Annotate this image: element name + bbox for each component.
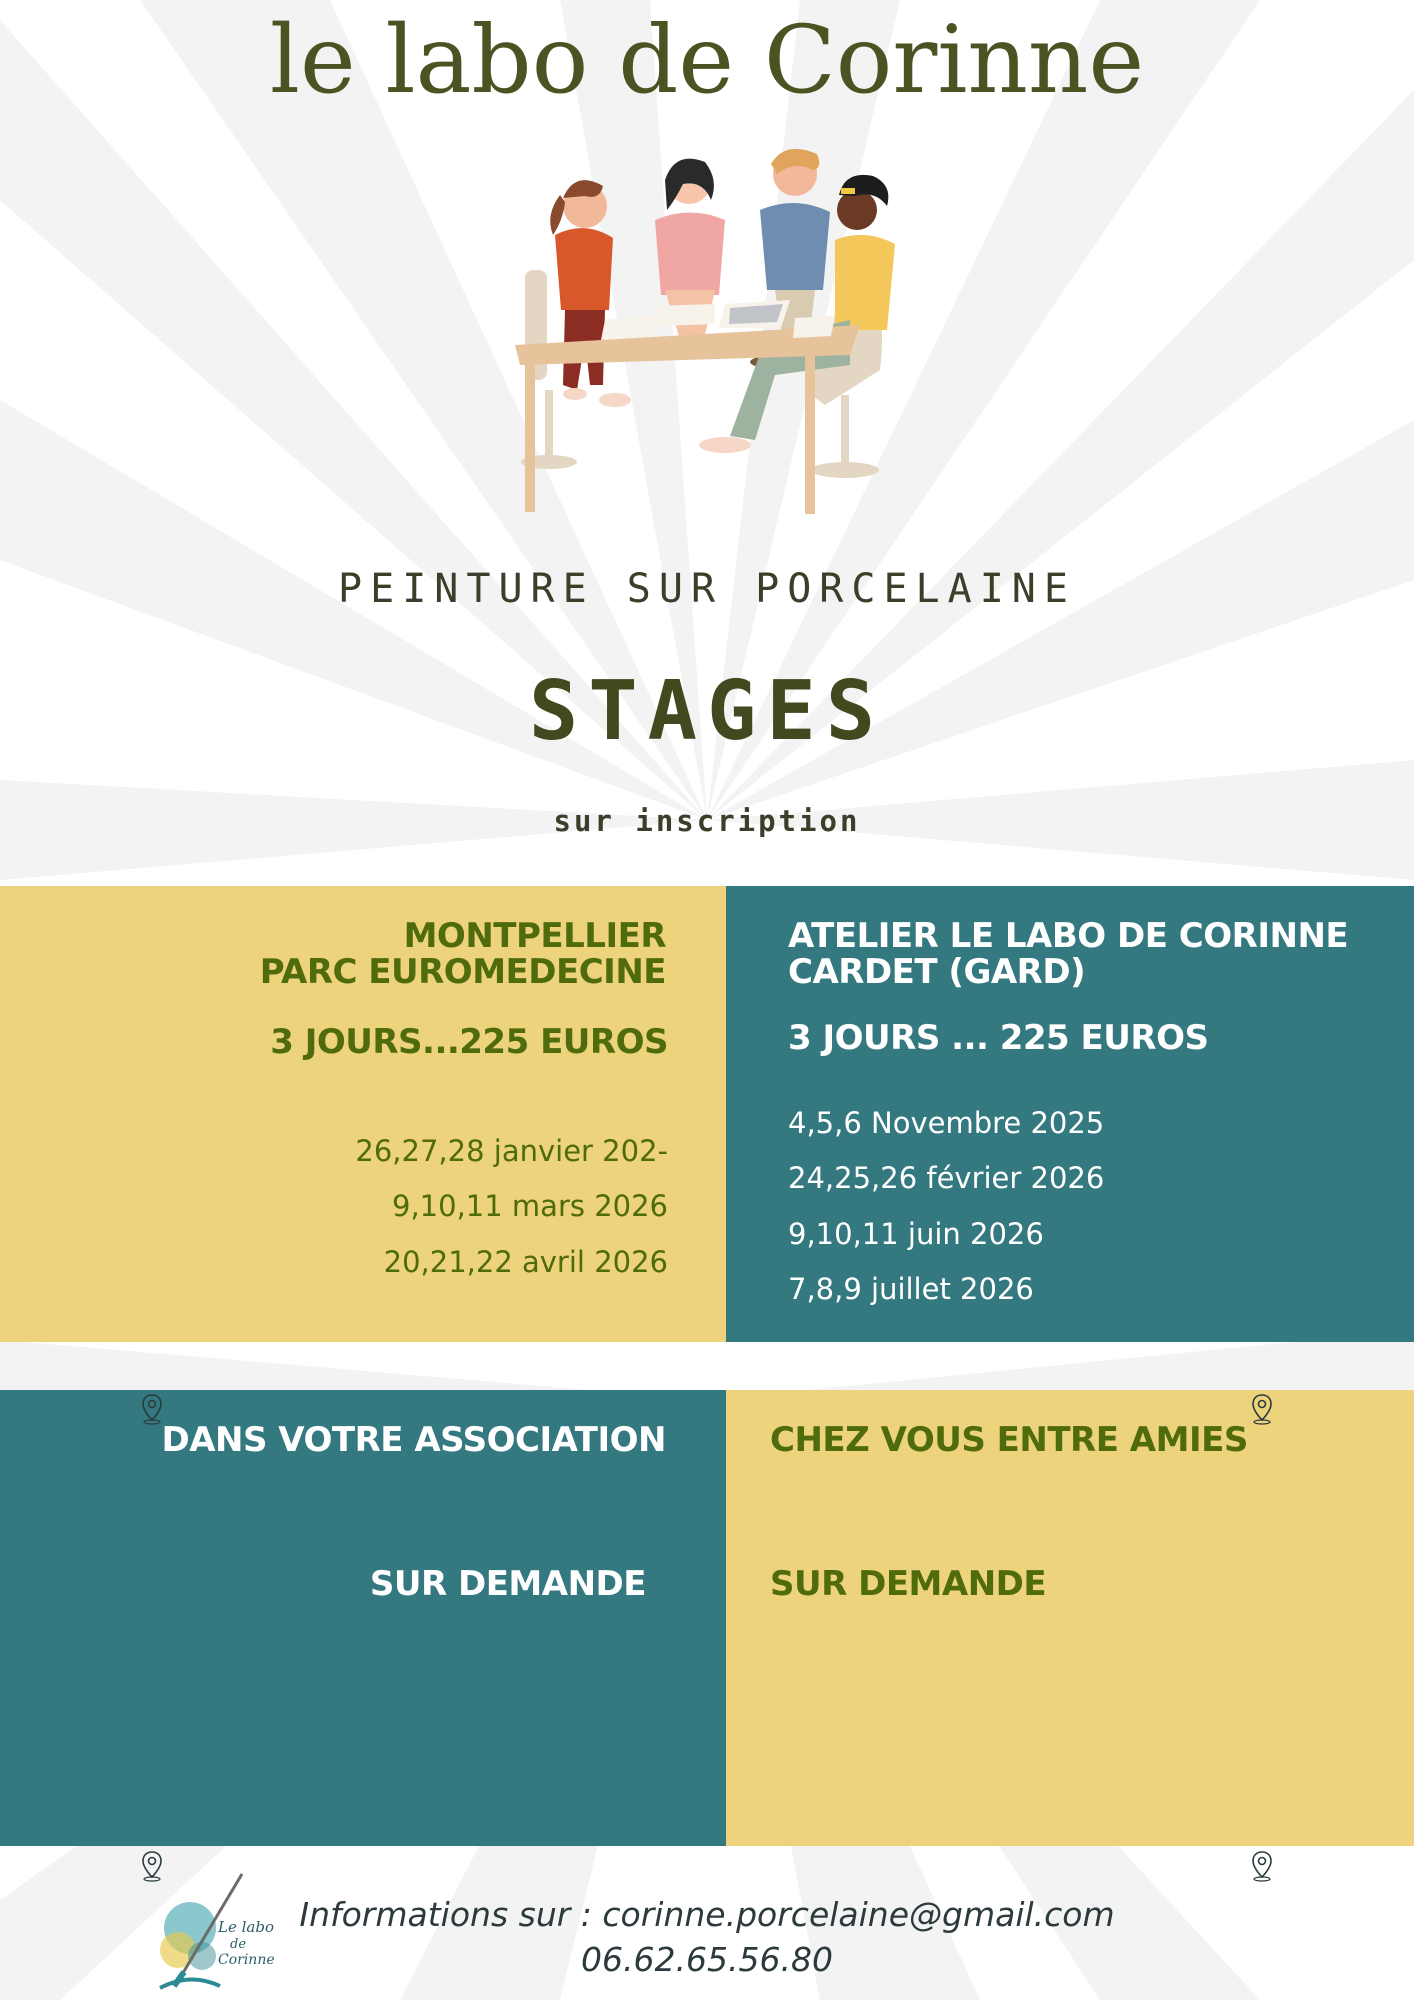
registration-note: sur inscription [553,804,861,838]
atelier-price: 3 JOURS ... 225 EUROS [788,1018,1209,1058]
montpellier-line2: PARC EUROMEDECINE [259,952,666,992]
atelier-date: 7,8,9 juillet 2026 [788,1272,1034,1306]
association-note: SUR DEMANDE [369,1564,646,1604]
group-workshop-illustration [505,140,975,540]
contact-email: Informations sur : corinne.porcelaine@gmail.com [299,1895,1115,1934]
montpellier-panel [0,886,726,1342]
location-pin-icon [1250,1393,1274,1425]
montpellier-line1: MONTPELLIER [403,916,666,956]
association-heading: DANS VOTRE ASSOCIATION [161,1420,666,1460]
atelier-date: 4,5,6 Novembre 2025 [788,1106,1105,1140]
atelier-panel [726,886,1414,1342]
montpellier-price: 3 JOURS...225 EUROS [270,1022,668,1062]
montpellier-date: 26,27,28 janvier 202- [355,1134,668,1168]
page-title: le labo de Corinne [269,6,1145,115]
location-pin-icon [1250,1850,1274,1882]
montpellier-date: 9,10,11 mars 2026 [392,1189,668,1223]
contact-phone: 06.62.65.56.80 [581,1940,833,1979]
atelier-date: 24,25,26 février 2026 [788,1161,1105,1195]
montpellier-location [260,918,666,990]
montpellier-date: 20,21,22 avril 2026 [383,1245,668,1279]
atelier-line2: CARDET (GARD) [788,952,1086,992]
logo-text: Le labo [218,1918,274,1936]
friends-heading: CHEZ VOUS ENTRE AMIES [770,1420,1248,1460]
logo-text: de [230,1937,247,1952]
location-pin-icon [140,1393,164,1425]
logo-text: Corinne [218,1952,275,1968]
subtitle: PEINTURE SUR PORCELAINE [338,566,1076,612]
contact-info [0,1892,1414,1982]
main-heading: STAGES [528,664,886,759]
friends-panel [726,1390,1414,1846]
association-panel [0,1390,726,1846]
friends-note: SUR DEMANDE [770,1564,1047,1604]
atelier-line1: ATELIER LE LABO DE CORINNE [788,916,1349,956]
atelier-date: 9,10,11 juin 2026 [788,1217,1044,1251]
atelier-location [788,918,1348,990]
